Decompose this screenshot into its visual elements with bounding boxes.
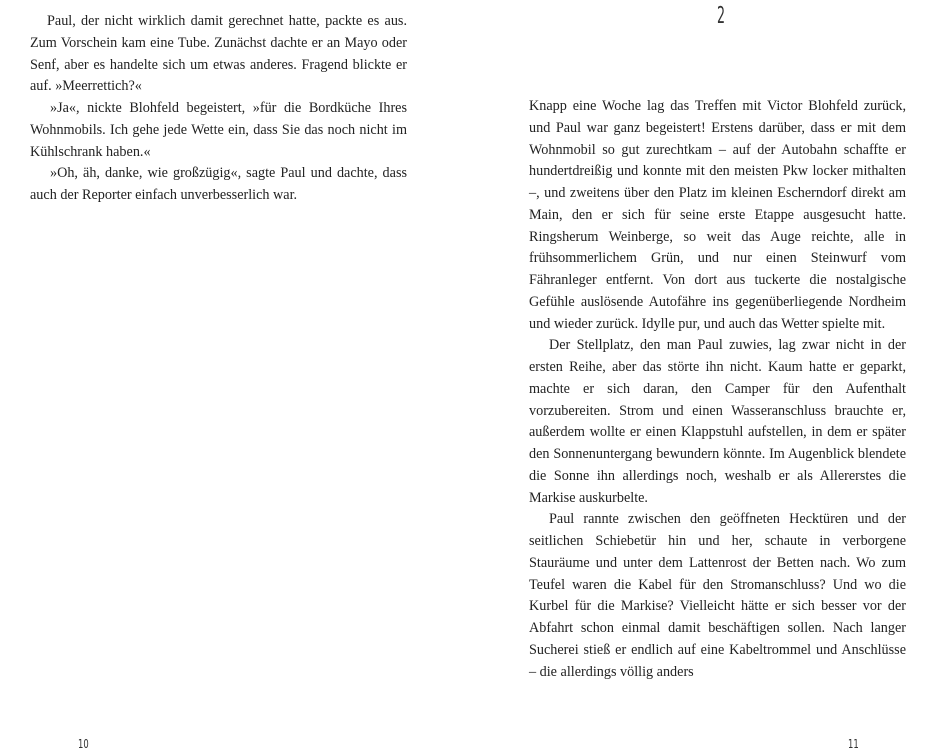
- page-number-right: 11: [848, 737, 859, 751]
- page-number-left: 10: [78, 737, 89, 751]
- right-paragraph-1: Knapp eine Woche lag das Treffen mit Victor Blohfeld zurück, und Paul war ganz begeistert! Erstens darüber, dass er mit dem Wohnmobil so gut zurechtkam – auf der Autobahn schaffte er hundertdreißig und konnte mit den meisten Pkw locker mithalten –, und zweitens über den Platz im kleinen Escherndorf direkt am Main, den er sich für seine erste Etappe ausgesucht hatte. Ringsherum Weinberge, so weit das Auge reichte, alle in frühsommerlichem Grün, und nur einen Steinwurf vom Fähranleger entfernt. Von dort aus tuckerte die nostalgische Gefühle auslösende Autofähre ins gegenüberliegende Nordheim und wieder zurück. Idylle pur, und auch das Wetter spielte mit.: [529, 98, 906, 332]
- left-paragraph-3: »Oh, äh, danke, wie großzügig«, sagte Paul und dachte, dass auch der Reporter einfach unverbesserlich war.: [30, 165, 407, 203]
- left-page-text: [30, 11, 407, 207]
- left-paragraph-1: Paul, der nicht wirklich damit gerechnet hatte, packte es aus. Zum Vorschein kam eine Tube. Zunächst dachte er an Mayo oder Senf, aber es handelte sich um etwas anderes. Fragend blickte er auf. »Meerrettich?«: [30, 13, 407, 95]
- right-paragraph-2: Der Stellplatz, den man Paul zuwies, lag zwar nicht in der ersten Reihe, aber das störte ihn nicht. Kaum hatte er geparkt, machte er sich daran, den Camper für den Aufenthalt vorzubereiten. Strom und einen Wasseranschluss brauchte er, außerdem wollte er einen Klappstuhl aufstellen, in dem er später den Sonnenuntergang bewundern könnte. Im Augenblick blendete die Sonne ihn allerdings noch, weshalb er als Allererstes die Markise auskurbelte.: [529, 337, 906, 506]
- right-page-text: [529, 96, 906, 683]
- left-paragraph-2: »Ja«, nickte Blohfeld begeistert, »für die Bordküche Ihres Wohnmobils. Ich gehe jede Wette ein, dass Sie das noch nicht im Kühlschrank haben.«: [30, 100, 407, 160]
- right-page: 2 Knapp eine Woche lag das Treffen mit Victor Blohfeld zurück, und Paul war ganz begeistert! Erstens darüber, dass er mit dem Wohnmobil so gut zurechtkam – auf der Autobahn schaffte er hundertdreißig und konnte mit den meisten Pkw locker mithalten –, und zweitens über den Platz im kleinen Escherndorf direkt am Main, den er sich für seine erste Etappe ausgesucht hatte. Ringsherum Weinberge, so weit das Auge reichte, alle in frühsommerlichem Grün, und nur einen Steinwurf vom Fähranleger entfernt. Von dort aus tuckerte die nostalgische Gefühle auslösende Autofähre ins gegenüberliegende Nordheim und wieder zurück. Idylle pur, und auch das Wetter spielte mit. Der Stellplatz, den man Paul zuwies, lag zwar nicht in der ersten Reihe, aber das störte ihn nicht. Kaum hatte er geparkt, machte er sich daran, den Camper für den Aufenthalt vorzubereiten. Strom und einen Wasseranschluss brauchte er, außerdem wollte er einen Klappstuhl aufstellen, in dem er später den Sonnenuntergang bewundern könnte. Im Augenblick blendete die Sonne ihn allerdings noch, weshalb er als Allererstes die Markise auskurbelte. Paul rannte zwischen den geöffneten Hecktüren und der seitlichen Schiebetür hin und her, schaute in verborgene Stauräume und unter dem Lattenrost der Betten nach. Wo zum Teufel waren die Kabel für den Stromanschluss? Und wo die Kurbel für die Markise? Vielleicht hätte er sich besser vor der Abfahrt schon einmal damit beschäftigen sollen. Nach langer Sucherei stieß er endlich auf eine Kabeltrommel und Anschlüsse – die allerdings völlig anders 11: [529, 3, 906, 751]
- right-paragraph-3: Paul rannte zwischen den geöffneten Hecktüren und der seitlichen Schiebetür hin und her, schaute in verborgene Stauräume und unter dem Lattenrost der Betten nach. Wo zum Teufel waren die Kabel für den Stromanschluss? Und wo die Kurbel für die Markise? Vielleicht hätte er sich besser vor der Abfahrt schon einmal damit beschäftigen sollen. Nach langer Sucherei stieß er endlich auf eine Kabeltrommel und Anschlüsse – die allerdings völlig anders: [529, 511, 906, 680]
